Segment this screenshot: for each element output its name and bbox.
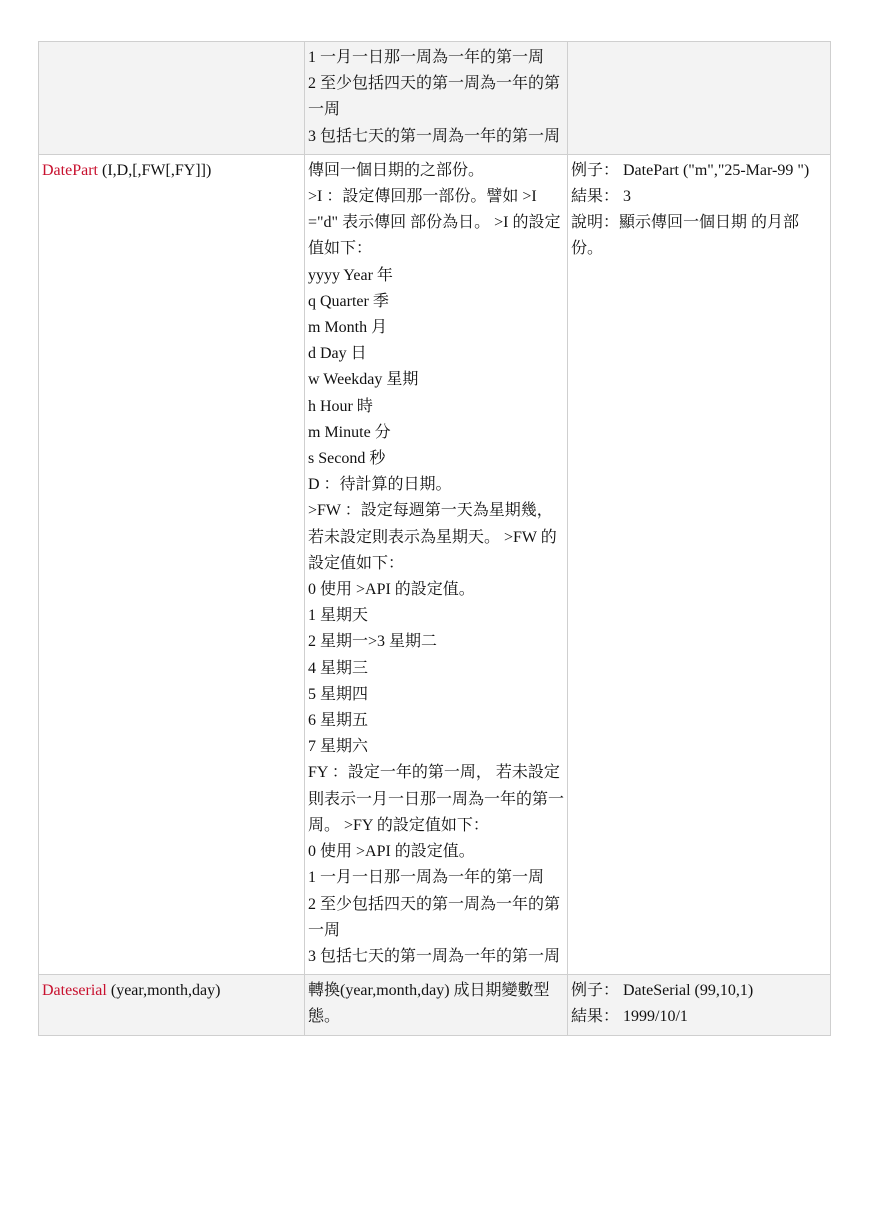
function-args: (year,month,day): [106, 982, 221, 1000]
function-cell: [39, 42, 305, 155]
function-cell: [39, 154, 305, 974]
description-line: 3 包括七天的第一周為一年的第一周: [308, 947, 561, 965]
description-line: h Hour 時: [308, 397, 373, 415]
table-row: [39, 975, 831, 1035]
description-cell: [305, 154, 568, 974]
description-line: >FW ：設定每週第一天為星期幾，若未設定則表示為星期天。 >FW 的設定值如下：: [308, 502, 557, 572]
description-line: 1 一月一日那一周為一年的第一周: [308, 49, 545, 66]
description-line: 傳回一個日期的之部份。: [308, 161, 485, 179]
description-line: 1 星期天: [308, 607, 369, 625]
function-name-link[interactable]: Dateserial: [42, 982, 107, 1000]
description-cell: [305, 42, 568, 155]
description-line: 2 至少包括四天的第一周為一年的第一周: [308, 75, 561, 119]
description-line: 6 星期五: [308, 712, 369, 730]
description-line: 4 星期三: [308, 659, 369, 677]
description-line: 1 一月一日那一周為一年的第一周: [308, 869, 545, 887]
result-line: 結果： 3: [571, 188, 632, 206]
description-line: 2 星期一>3 星期二: [308, 633, 438, 651]
description-line: d Day 日: [308, 345, 367, 363]
explanation-line: 說明：顯示傳回一個日期 的月部份。: [571, 214, 800, 258]
description-line: 0 使用 >API 的設定值。: [308, 581, 475, 599]
function-reference-table: [38, 41, 831, 1036]
description-line: 2 至少包括四天的第一周為一年的第一周: [308, 895, 561, 939]
description-line: m Minute 分: [308, 423, 391, 441]
description-line: m Month 月: [308, 319, 388, 337]
description-line: 5 星期四: [308, 685, 369, 703]
example-line: 例子： DateSerial (99,10,1): [571, 982, 754, 1000]
description-line: >I ：設定傳回那一部份。譬如 >I="d" 表示傳回 部份為日。 >I 的設定值如下：: [308, 188, 561, 258]
description-line: D ：待計算的日期。: [308, 476, 452, 494]
example-line: 例子： DatePart ("m","25-Mar-99 "): [571, 161, 810, 179]
description-line: s Second 秒: [308, 450, 386, 468]
function-cell: [39, 975, 305, 1035]
description-line: w Weekday 星期: [308, 371, 419, 389]
description-line: 轉換(year,month,day) 成日期變數型態。: [308, 982, 550, 1026]
description-line: 7 星期六: [308, 738, 369, 756]
function-args: (I,D,[,FW[,FY]]): [97, 161, 212, 179]
description-line: q Quarter 季: [308, 292, 389, 310]
description-line: yyyy Year 年: [308, 266, 393, 284]
description-line: FY ：設定一年的第一周， 若未設定則表示一月一日那一周為一年的第一周。 >FY 的設定值如下：: [308, 764, 565, 834]
table-row: [39, 154, 831, 974]
description-line: 0 使用 >API 的設定值。: [308, 843, 475, 861]
function-name-link[interactable]: DatePart: [42, 161, 98, 179]
example-cell: [568, 42, 831, 155]
example-cell: [568, 154, 831, 974]
table-row: [39, 42, 831, 155]
example-cell: [568, 975, 831, 1035]
description-line: 3 包括七天的第一周為一年的第一周: [308, 127, 561, 145]
description-cell: [305, 975, 568, 1035]
result-line: 結果： 1999/10/1: [571, 1008, 688, 1026]
